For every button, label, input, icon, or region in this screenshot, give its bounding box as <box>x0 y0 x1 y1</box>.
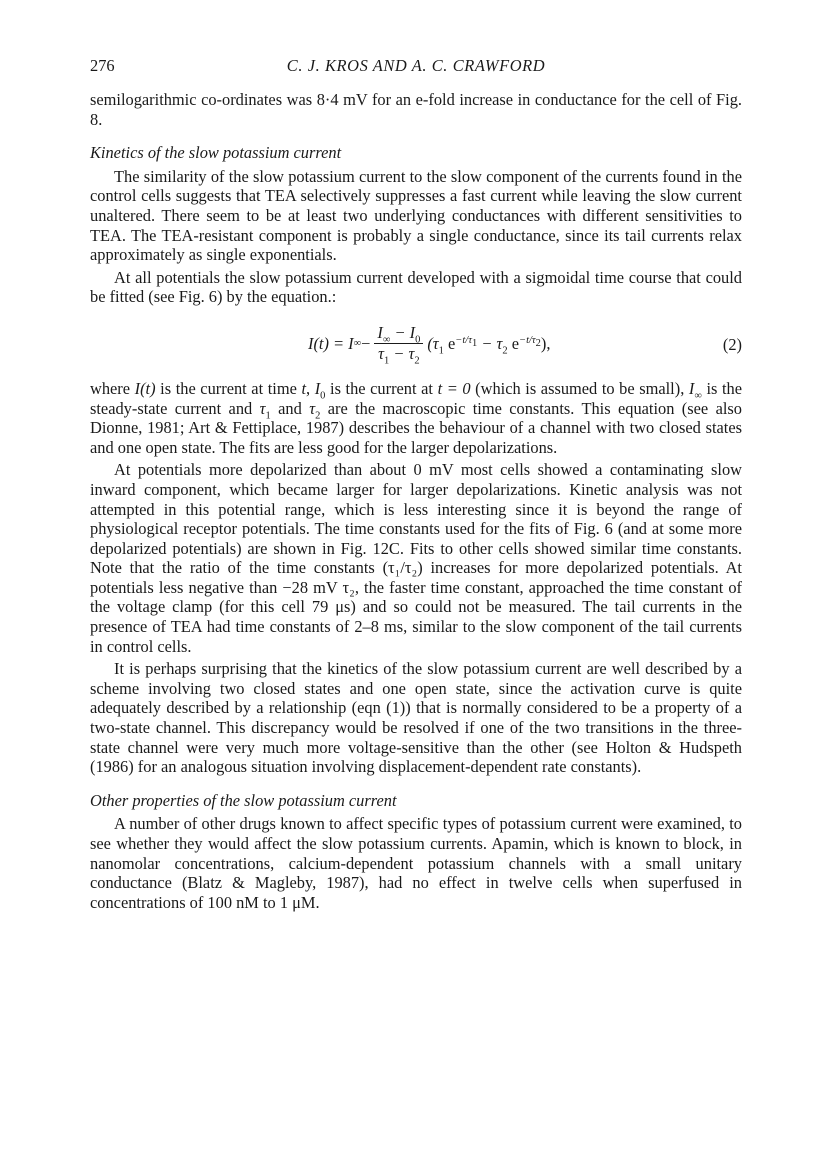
journal-page <box>90 56 742 912</box>
section-heading-other-properties: Other properties of the slow potassium current <box>90 790 397 810</box>
paragraph-kinetics-surprising: It is perhaps surprising that the kinetics of the slow potassium current are well described by a scheme involving two closed states and one open state, since the activation curve is quite adequately described by a relationship (eqn (1)) that is normally considered to be a property of a two-state channel. This discrepancy would be resolved if one of the two transitions in the three-state channel were very much more voltage-sensitive than the other (see Holton & Hudspeth (1986) for an analogous situation involving displacement-dependent rate constants). <box>90 659 742 777</box>
equation-number: (2) <box>722 334 742 354</box>
paragraph-other-drugs: A number of other drugs known to affect specific types of potassium current were examined, to see whether they would affect the slow potassium currents. Apamin, which is known to block, in nanomolar concentrations, calcium-dependent potassium channels with a small unitary conductance (Blatz & Magleby, 1987), had no effect in twelve cells when superfused in concentrations of 100 nM to 1 μM. <box>90 814 742 912</box>
paragraph-equation-definitions: where I(t) is the current at time t, $I_0$ is the current at t = 0 (which is assumed to be small), $I_\infty$ is the steady-state current and $\tau_1$ and $\tau_2$ are the macroscopic time constants. This equation (see also Dionne, 1981; Art & Fettiplace, 1987) describes the behaviour of a channel with two closed states and one open state. The fits are less good for the larger depolarizations. <box>90 378 742 457</box>
equation-2: I(t) = I ∞ − $\frac{I_\infty - I_0}{\tau_1 - \tau_2}$ ($\tau_1$ $e^{-t/\tau_1} - \tau_2$ $e^{-t/\tau_2}$), <box>308 323 551 367</box>
section-heading-kinetics: Kinetics of the slow potassium current <box>90 143 342 163</box>
paragraph-tea-similarity: The similarity of the slow potassium current to the slow component of the currents found in the control cells suggests that TEA selectively suppresses a fast current while leaving the slow current unaltered. There seem to be at least two underlying conductances with different sensitivities to TEA. The TEA-resistant component is probably a single conductance, since its tail currents relax approximately as single exponentials. <box>90 166 742 265</box>
eq-bracket-term: ($\tau_1$ $e^{-t/\tau_1} - \tau_2$ $e^{-t/\tau_2}$), <box>427 334 551 357</box>
page-header <box>90 56 742 82</box>
eq-numerator: $I_\infty - I_0$ <box>374 324 423 344</box>
paragraph-sigmoidal-time-course: At all potentials the slow potassium current developed with a sigmoidal time course that could be fitted (see Fig. 6) by the equation.: <box>90 267 742 307</box>
page-number: 276 <box>90 56 115 75</box>
equation-block <box>90 315 742 373</box>
eq-fraction <box>374 323 423 367</box>
paragraph-continuation: semilogarithmic co-ordinates was 8·4 mV for an e-fold increase in conductance for the cell of Fig. 8. <box>90 90 742 129</box>
eq-lhs: I(t) = I <box>308 334 354 354</box>
paragraph-depolarized-potentials: At potentials more depolarized than about 0 mV most cells showed a contaminating slow inward component, which became larger for larger depolarizations. Kinetic analysis was not attempted in this potential range, which is less interesting since it is beyond the range of physiological receptor potentials. The time constants used for the fits of Fig. 6 (and at some more depolarized potentials) are shown in Fig. 12C. Fits to other cells showed similar time constants. Note that the ratio of the time constants (τ₁/τ₂) increases for more depolarized potentials. At potentials less negative than −28 mV τ₂, the faster time constant, approached the time constant of the voltage clamp (for this cell 79 μs) and so could not be measured. The tail currents in the presence of TEA had time constants of 2–8 ms, similar to the slow component of the tail currents in control cells. <box>90 460 742 656</box>
running-title: C. J. KROS AND A. C. CRAWFORD <box>286 56 546 75</box>
eq-minus: − <box>361 334 371 354</box>
eq-denominator: $\tau_1 - \tau_2$ <box>378 344 420 367</box>
